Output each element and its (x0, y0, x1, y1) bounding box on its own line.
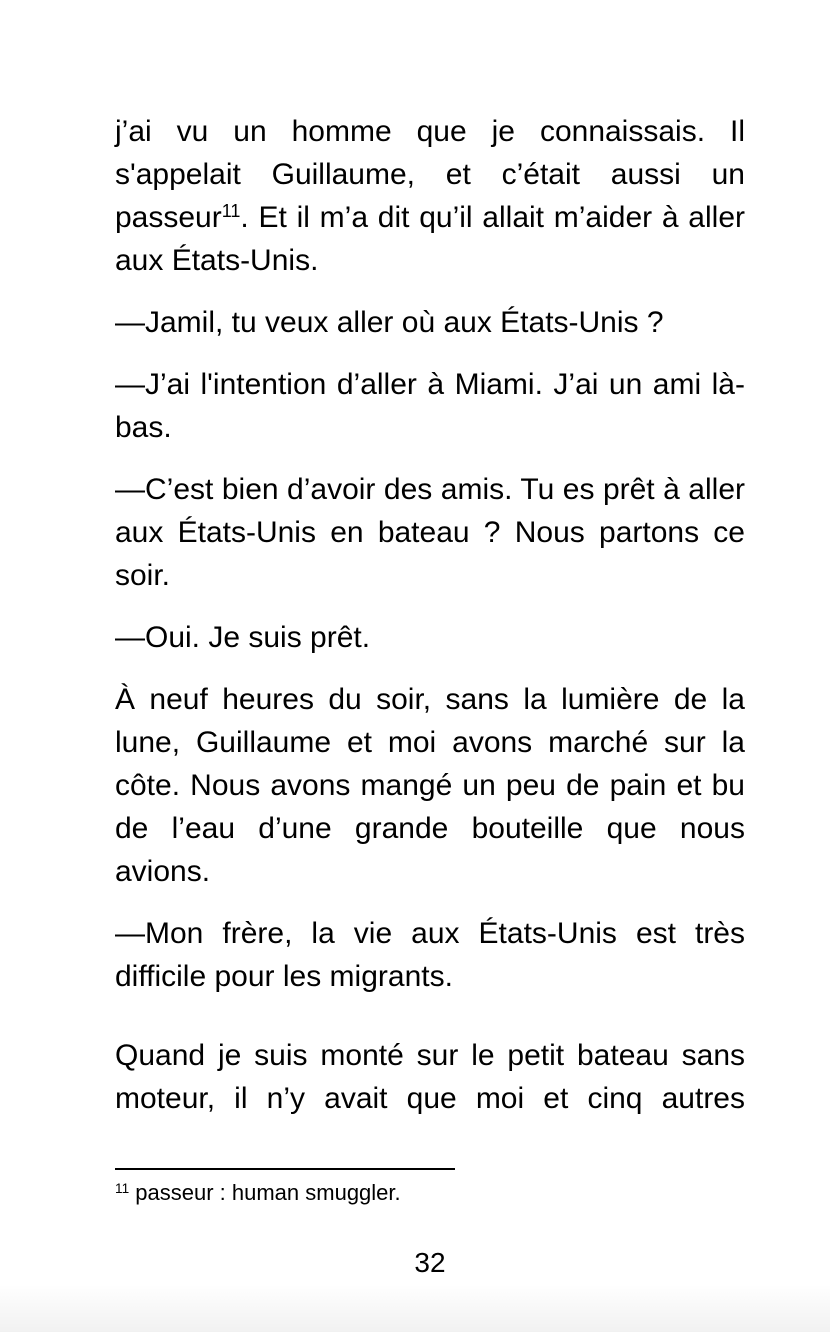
body-paragraph: À neuf heures du soir, sans la lumière de la lune, Guillaume et moi avons marché sur la côte. Nous avons mangé un peu de pain et bu de l’eau d’une grande bouteille que nous avions. (115, 683, 745, 888)
footnote-number: 11 (115, 1181, 130, 1197)
footnote-divider (115, 1168, 455, 1170)
body-paragraph-dialogue: —Oui. Je suis prêt. (115, 621, 371, 654)
page-edge-shadow (0, 1284, 830, 1332)
footnote (115, 1179, 745, 1207)
paragraph-text: j’ai vu un homme que je connaissais. Il s'appelait Guillaume, et c’était aussi un passeur (115, 115, 745, 234)
body-paragraph-dialogue: —Jamil, tu veux aller où aux États-Unis ? (115, 306, 664, 339)
body-paragraph-dialogue: —C’est bien d’avoir des amis. Tu es prêt à aller aux États-Unis en bateau ? Nous partons ce soir. (115, 473, 745, 592)
paragraph-text: . Et il m’a dit qu’il allait m’aider à aller aux États-Unis. (115, 201, 745, 277)
body-paragraph: Quand je suis monté sur le petit bateau sans moteur, il n’y avait que moi et cinq autres (115, 1039, 745, 1115)
body-paragraph-dialogue: —Mon frère, la vie aux États-Unis est très difficile pour les migrants. (115, 917, 745, 993)
body-paragraph (115, 110, 745, 282)
footnote-area (115, 1168, 745, 1207)
page-text (115, 110, 745, 1139)
page-number: 32 (414, 1247, 446, 1278)
footnote-text: passeur : human smuggler. (129, 1180, 401, 1205)
body-paragraph-dialogue: —J’ai l'intention d’aller à Miami. J’ai un ami là-bas. (115, 368, 745, 444)
footnote-ref-marker: 11 (221, 201, 241, 222)
